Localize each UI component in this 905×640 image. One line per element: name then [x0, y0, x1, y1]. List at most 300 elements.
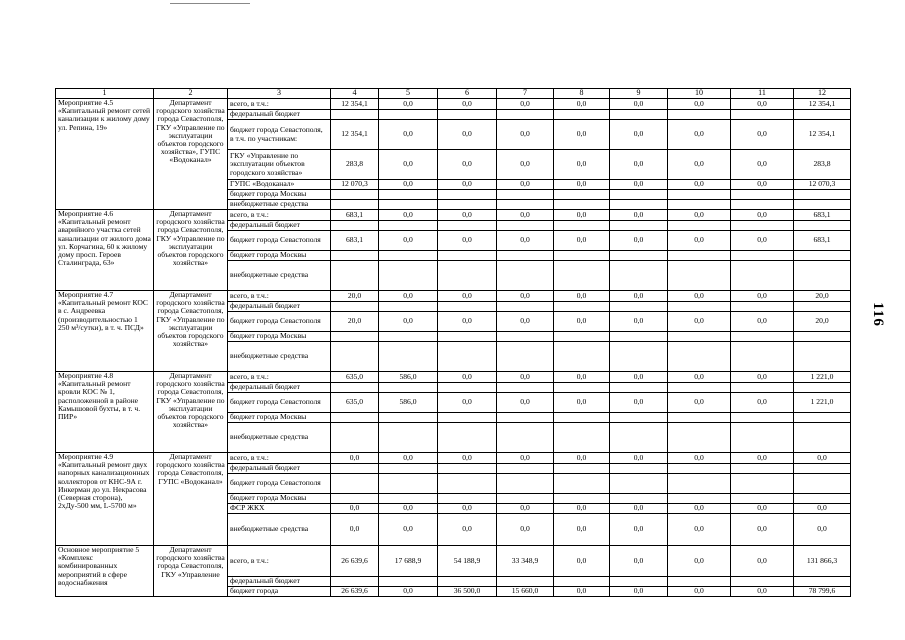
value-cell: [379, 423, 438, 453]
value-cell: [794, 413, 851, 423]
value-cell: 0,0: [610, 393, 668, 413]
measure-executor: Департамент городского хозяйства города Севастополя, ГУПС «Водоканал»: [154, 453, 228, 546]
value-cell: 0,0: [554, 120, 610, 150]
value-cell: [668, 423, 731, 453]
header-cell: 5: [379, 89, 438, 99]
value-cell: [794, 302, 851, 312]
value-cell: 12 354,1: [331, 99, 379, 110]
value-cell: 20,0: [794, 291, 851, 302]
value-cell: [731, 302, 794, 312]
value-cell: 0,0: [668, 120, 731, 150]
header-cell: 9: [610, 89, 668, 99]
value-cell: 54 188,9: [438, 546, 497, 577]
value-cell: [379, 221, 438, 231]
value-cell: 0,0: [379, 291, 438, 302]
value-cell: [438, 332, 497, 342]
measure-title: Мероприятие 4.5 «Капитальный ремонт сетей канализации к жилому дому ул. Репина, 19»: [56, 99, 154, 210]
value-cell: 0,0: [438, 291, 497, 302]
value-cell: 131 866,3: [794, 546, 851, 577]
value-cell: 78 799,6: [794, 587, 851, 597]
value-cell: 0,0: [379, 120, 438, 150]
value-cell: 0,0: [497, 372, 554, 383]
value-cell: 0,0: [731, 291, 794, 302]
measure-executor: Департамент городского хозяйства города Севастополя, ГКУ «Управление: [154, 546, 228, 597]
value-cell: [794, 383, 851, 393]
value-cell: [554, 494, 610, 504]
value-cell: [610, 474, 668, 494]
value-cell: [731, 332, 794, 342]
table-row: [56, 546, 851, 577]
value-cell: [554, 423, 610, 453]
value-cell: [731, 190, 794, 200]
value-cell: 283,8: [331, 150, 379, 180]
value-cell: 0,0: [554, 453, 610, 464]
value-cell: [668, 577, 731, 587]
value-cell: [794, 464, 851, 474]
value-cell: 0,0: [554, 587, 610, 597]
funding-source: федеральный бюджет: [228, 577, 331, 587]
value-cell: 0,0: [379, 514, 438, 546]
value-cell: 0,0: [668, 504, 731, 514]
value-cell: [610, 464, 668, 474]
value-cell: 635,0: [331, 393, 379, 413]
value-cell: [497, 251, 554, 261]
value-cell: 0,0: [668, 372, 731, 383]
value-cell: [554, 221, 610, 231]
value-cell: 0,0: [379, 453, 438, 464]
value-cell: [438, 342, 497, 372]
value-cell: 683,1: [794, 210, 851, 221]
funding-source: внебюджетные средства: [228, 514, 331, 546]
value-cell: [379, 190, 438, 200]
table-row: [56, 453, 851, 464]
value-cell: [668, 251, 731, 261]
value-cell: 0,0: [554, 231, 610, 251]
value-cell: [331, 110, 379, 120]
funding-source: бюджет города Москвы: [228, 251, 331, 261]
value-cell: [497, 261, 554, 291]
value-cell: [331, 383, 379, 393]
value-cell: [668, 221, 731, 231]
value-cell: 0,0: [497, 514, 554, 546]
value-cell: 1 221,0: [794, 372, 851, 383]
value-cell: [610, 302, 668, 312]
value-cell: [668, 464, 731, 474]
value-cell: [379, 302, 438, 312]
value-cell: 0,0: [438, 120, 497, 150]
value-cell: 0,0: [438, 231, 497, 251]
value-cell: [497, 110, 554, 120]
value-cell: 0,0: [379, 587, 438, 597]
value-cell: 0,0: [610, 372, 668, 383]
value-cell: 0,0: [610, 150, 668, 180]
value-cell: [331, 251, 379, 261]
value-cell: 0,0: [438, 99, 497, 110]
value-cell: 0,0: [379, 180, 438, 190]
value-cell: 0,0: [438, 210, 497, 221]
value-cell: 0,0: [668, 291, 731, 302]
value-cell: [668, 413, 731, 423]
value-cell: 12 070,3: [331, 180, 379, 190]
value-cell: [731, 423, 794, 453]
value-cell: [554, 190, 610, 200]
value-cell: 0,0: [497, 291, 554, 302]
value-cell: 0,0: [668, 231, 731, 251]
value-cell: 0,0: [794, 514, 851, 546]
value-cell: 0,0: [331, 504, 379, 514]
value-cell: 26 639,6: [331, 546, 379, 577]
value-cell: 0,0: [731, 150, 794, 180]
value-cell: 0,0: [379, 150, 438, 180]
value-cell: [497, 342, 554, 372]
funding-source: внебюджетные средства: [228, 200, 331, 210]
header-cell: 2: [154, 89, 228, 99]
value-cell: 0,0: [554, 291, 610, 302]
funding-source: всего, в т.ч.:: [228, 546, 331, 577]
value-cell: 0,0: [497, 393, 554, 413]
value-cell: 0,0: [731, 120, 794, 150]
value-cell: [731, 413, 794, 423]
value-cell: 0,0: [331, 514, 379, 546]
value-cell: 15 660,0: [497, 587, 554, 597]
value-cell: 0,0: [731, 372, 794, 383]
value-cell: 0,0: [379, 504, 438, 514]
value-cell: [331, 494, 379, 504]
value-cell: [497, 423, 554, 453]
value-cell: 0,0: [668, 150, 731, 180]
value-cell: [497, 464, 554, 474]
value-cell: [731, 200, 794, 210]
value-cell: [497, 494, 554, 504]
value-cell: [610, 190, 668, 200]
value-cell: [331, 332, 379, 342]
funding-source: бюджет города Москвы: [228, 413, 331, 423]
value-cell: 0,0: [794, 504, 851, 514]
value-cell: 0,0: [610, 312, 668, 332]
value-cell: [379, 577, 438, 587]
value-cell: [497, 200, 554, 210]
value-cell: [331, 200, 379, 210]
value-cell: 0,0: [794, 453, 851, 464]
value-cell: 0,0: [438, 312, 497, 332]
value-cell: [554, 251, 610, 261]
value-cell: 20,0: [331, 291, 379, 302]
value-cell: [668, 494, 731, 504]
value-cell: 33 348,9: [497, 546, 554, 577]
value-cell: [668, 110, 731, 120]
value-cell: [794, 200, 851, 210]
value-cell: [731, 261, 794, 291]
value-cell: 0,0: [731, 587, 794, 597]
value-cell: 0,0: [610, 587, 668, 597]
value-cell: 17 688,9: [379, 546, 438, 577]
value-cell: [668, 200, 731, 210]
funding-source: ГУПС «Водоканал»: [228, 180, 331, 190]
value-cell: 0,0: [554, 393, 610, 413]
value-cell: 12 070,3: [794, 180, 851, 190]
value-cell: 20,0: [331, 312, 379, 332]
value-cell: [668, 302, 731, 312]
value-cell: [554, 413, 610, 423]
value-cell: [794, 474, 851, 494]
value-cell: 683,1: [794, 231, 851, 251]
value-cell: 0,0: [554, 150, 610, 180]
value-cell: [731, 110, 794, 120]
value-cell: [610, 423, 668, 453]
value-cell: 0,0: [379, 99, 438, 110]
value-cell: 1 221,0: [794, 393, 851, 413]
value-cell: 0,0: [610, 514, 668, 546]
measure-executor: Департамент городского хозяйства города Севастополя, ГКУ «Управление по эксплуатации объектов городского хозяйства», ГУПС «Водоканал»: [154, 99, 228, 210]
value-cell: 0,0: [731, 180, 794, 190]
value-cell: [668, 190, 731, 200]
funding-source: бюджет города Севастополя: [228, 231, 331, 251]
value-cell: [331, 190, 379, 200]
funding-source: бюджет города Севастополя: [228, 312, 331, 332]
header-cell: 8: [554, 89, 610, 99]
value-cell: 0,0: [610, 180, 668, 190]
value-cell: 20,0: [794, 312, 851, 332]
measure-title: Мероприятие 4.6 «Капитальный ремонт аварийного участка сетей канализации от жилого дома ул. Корчагина, 60 к жилому дому просп. Героев Сталинграда, 63»: [56, 210, 154, 291]
funding-source: внебюджетные средства: [228, 423, 331, 453]
value-cell: [794, 423, 851, 453]
value-cell: [554, 110, 610, 120]
value-cell: 0,0: [668, 312, 731, 332]
value-cell: 0,0: [731, 546, 794, 577]
value-cell: 0,0: [438, 453, 497, 464]
funding-source: ФСР ЖКХ: [228, 504, 331, 514]
value-cell: [331, 474, 379, 494]
value-cell: [438, 110, 497, 120]
value-cell: [794, 221, 851, 231]
value-cell: [554, 302, 610, 312]
funding-source: бюджет города Севастополя: [228, 393, 331, 413]
value-cell: [731, 342, 794, 372]
header-cell: 10: [668, 89, 731, 99]
value-cell: [731, 251, 794, 261]
value-cell: 0,0: [497, 312, 554, 332]
measure-executor: Департамент городского хозяйства города Севастополя, ГКУ «Управление по эксплуатации объектов городского хозяйства»: [154, 372, 228, 453]
table-row: [56, 372, 851, 383]
value-cell: [331, 413, 379, 423]
funding-source: внебюджетные средства: [228, 261, 331, 291]
value-cell: 0,0: [731, 210, 794, 221]
value-cell: [610, 221, 668, 231]
value-cell: [379, 383, 438, 393]
value-cell: [379, 261, 438, 291]
value-cell: [554, 332, 610, 342]
value-cell: [731, 221, 794, 231]
value-cell: [668, 383, 731, 393]
value-cell: 0,0: [554, 210, 610, 221]
value-cell: 0,0: [731, 99, 794, 110]
value-cell: [438, 190, 497, 200]
value-cell: 683,1: [331, 210, 379, 221]
value-cell: [794, 110, 851, 120]
value-cell: [794, 332, 851, 342]
value-cell: [438, 494, 497, 504]
value-cell: 0,0: [497, 99, 554, 110]
table-row: [56, 291, 851, 302]
value-cell: 0,0: [554, 504, 610, 514]
value-cell: 0,0: [379, 231, 438, 251]
value-cell: [610, 577, 668, 587]
value-cell: 0,0: [610, 291, 668, 302]
value-cell: [379, 251, 438, 261]
value-cell: 683,1: [331, 231, 379, 251]
value-cell: 0,0: [731, 393, 794, 413]
header-cell: 6: [438, 89, 497, 99]
value-cell: 0,0: [610, 210, 668, 221]
value-cell: [331, 261, 379, 291]
value-cell: 0,0: [731, 504, 794, 514]
value-cell: [438, 302, 497, 312]
value-cell: 0,0: [497, 180, 554, 190]
header-row: [56, 89, 851, 99]
value-cell: [731, 577, 794, 587]
value-cell: 26 639,6: [331, 587, 379, 597]
value-cell: [438, 200, 497, 210]
value-cell: [497, 221, 554, 231]
funding-source: федеральный бюджет: [228, 221, 331, 231]
funding-source: всего, в т.ч.:: [228, 453, 331, 464]
value-cell: [554, 474, 610, 494]
measure-executor: Департамент городского хозяйства города Севастополя, ГКУ «Управление по эксплуатации объектов городского хозяйства»: [154, 291, 228, 372]
measure-title: Мероприятие 4.7 «Капитальный ремонт КОС в с. Андреевка (производительностью 1 250 м³/сутки), в т. ч. ПСД»: [56, 291, 154, 372]
value-cell: [554, 200, 610, 210]
value-cell: [554, 383, 610, 393]
funding-source: бюджет города Севастополя, в т.ч. по участникам:: [228, 120, 331, 150]
value-cell: [379, 332, 438, 342]
value-cell: 12 354,1: [331, 120, 379, 150]
funding-source: бюджет города Севастополя: [228, 474, 331, 494]
value-cell: [379, 413, 438, 423]
value-cell: [610, 494, 668, 504]
budget-table: [55, 88, 851, 597]
value-cell: [668, 261, 731, 291]
value-cell: [610, 342, 668, 372]
value-cell: [497, 383, 554, 393]
value-cell: [610, 332, 668, 342]
header-cell: 1: [56, 89, 154, 99]
value-cell: [668, 332, 731, 342]
value-cell: 0,0: [668, 99, 731, 110]
value-cell: [794, 251, 851, 261]
value-cell: [379, 110, 438, 120]
value-cell: [379, 464, 438, 474]
value-cell: [554, 342, 610, 372]
value-cell: [331, 577, 379, 587]
value-cell: [331, 221, 379, 231]
page-number: 116: [869, 302, 886, 327]
funding-source: бюджет города Москвы: [228, 494, 331, 504]
header-cell: 4: [331, 89, 379, 99]
value-cell: [497, 332, 554, 342]
measure-title: Основное мероприятие 5 «Комплекс комбинированных мероприятий в сфере водоснабжения: [56, 546, 154, 597]
value-cell: 0,0: [438, 393, 497, 413]
value-cell: 0,0: [668, 210, 731, 221]
value-cell: [379, 342, 438, 372]
value-cell: [497, 474, 554, 494]
value-cell: [497, 413, 554, 423]
value-cell: [497, 190, 554, 200]
value-cell: 0,0: [731, 231, 794, 251]
funding-source: бюджет города Москвы: [228, 332, 331, 342]
value-cell: 0,0: [554, 514, 610, 546]
value-cell: [731, 383, 794, 393]
funding-source: бюджет города Москвы: [228, 190, 331, 200]
value-cell: 0,0: [554, 546, 610, 577]
value-cell: [794, 342, 851, 372]
value-cell: 0,0: [610, 453, 668, 464]
value-cell: 0,0: [438, 504, 497, 514]
value-cell: 0,0: [554, 372, 610, 383]
value-cell: [610, 413, 668, 423]
value-cell: 0,0: [497, 150, 554, 180]
value-cell: 0,0: [668, 180, 731, 190]
value-cell: 586,0: [379, 393, 438, 413]
value-cell: [610, 200, 668, 210]
funding-source: внебюджетные средства: [228, 342, 331, 372]
value-cell: 0,0: [438, 180, 497, 190]
value-cell: 0,0: [438, 150, 497, 180]
funding-source: федеральный бюджет: [228, 302, 331, 312]
value-cell: [794, 494, 851, 504]
value-cell: 0,0: [668, 393, 731, 413]
header-cell: 11: [731, 89, 794, 99]
value-cell: 0,0: [438, 372, 497, 383]
measure-title: Мероприятие 4.8 «Капитальный ремонт кровли КОС № 1, расположенной в районе Камышовой бухты, в т. ч. ПИР»: [56, 372, 154, 453]
value-cell: [794, 190, 851, 200]
value-cell: [794, 577, 851, 587]
value-cell: [554, 464, 610, 474]
value-cell: [731, 474, 794, 494]
value-cell: 0,0: [610, 504, 668, 514]
value-cell: 0,0: [379, 312, 438, 332]
value-cell: [610, 261, 668, 291]
table-row: [56, 99, 851, 110]
funding-source: федеральный бюджет: [228, 110, 331, 120]
value-cell: [438, 261, 497, 291]
value-cell: 0,0: [668, 546, 731, 577]
funding-source: всего, в т.ч.:: [228, 210, 331, 221]
value-cell: 0,0: [731, 312, 794, 332]
value-cell: 0,0: [379, 210, 438, 221]
value-cell: 0,0: [610, 546, 668, 577]
funding-source: федеральный бюджет: [228, 383, 331, 393]
measure-executor: Департамент городского хозяйства города Севастополя, ГКУ «Управление по эксплуатации объектов городского хозяйства»: [154, 210, 228, 291]
value-cell: 0,0: [438, 514, 497, 546]
funding-source: ГКУ «Управление по эксплуатации объектов городского хозяйства»: [228, 150, 331, 180]
value-cell: [438, 251, 497, 261]
value-cell: [610, 110, 668, 120]
value-cell: 36 500,0: [438, 587, 497, 597]
value-cell: [379, 494, 438, 504]
value-cell: [331, 423, 379, 453]
value-cell: [331, 342, 379, 372]
value-cell: 0,0: [610, 99, 668, 110]
value-cell: [554, 577, 610, 587]
value-cell: 0,0: [331, 453, 379, 464]
value-cell: [331, 464, 379, 474]
value-cell: 0,0: [668, 453, 731, 464]
value-cell: 0,0: [497, 210, 554, 221]
header-cell: 7: [497, 89, 554, 99]
value-cell: 0,0: [610, 231, 668, 251]
value-cell: [731, 494, 794, 504]
value-cell: 0,0: [731, 453, 794, 464]
value-cell: 0,0: [668, 587, 731, 597]
